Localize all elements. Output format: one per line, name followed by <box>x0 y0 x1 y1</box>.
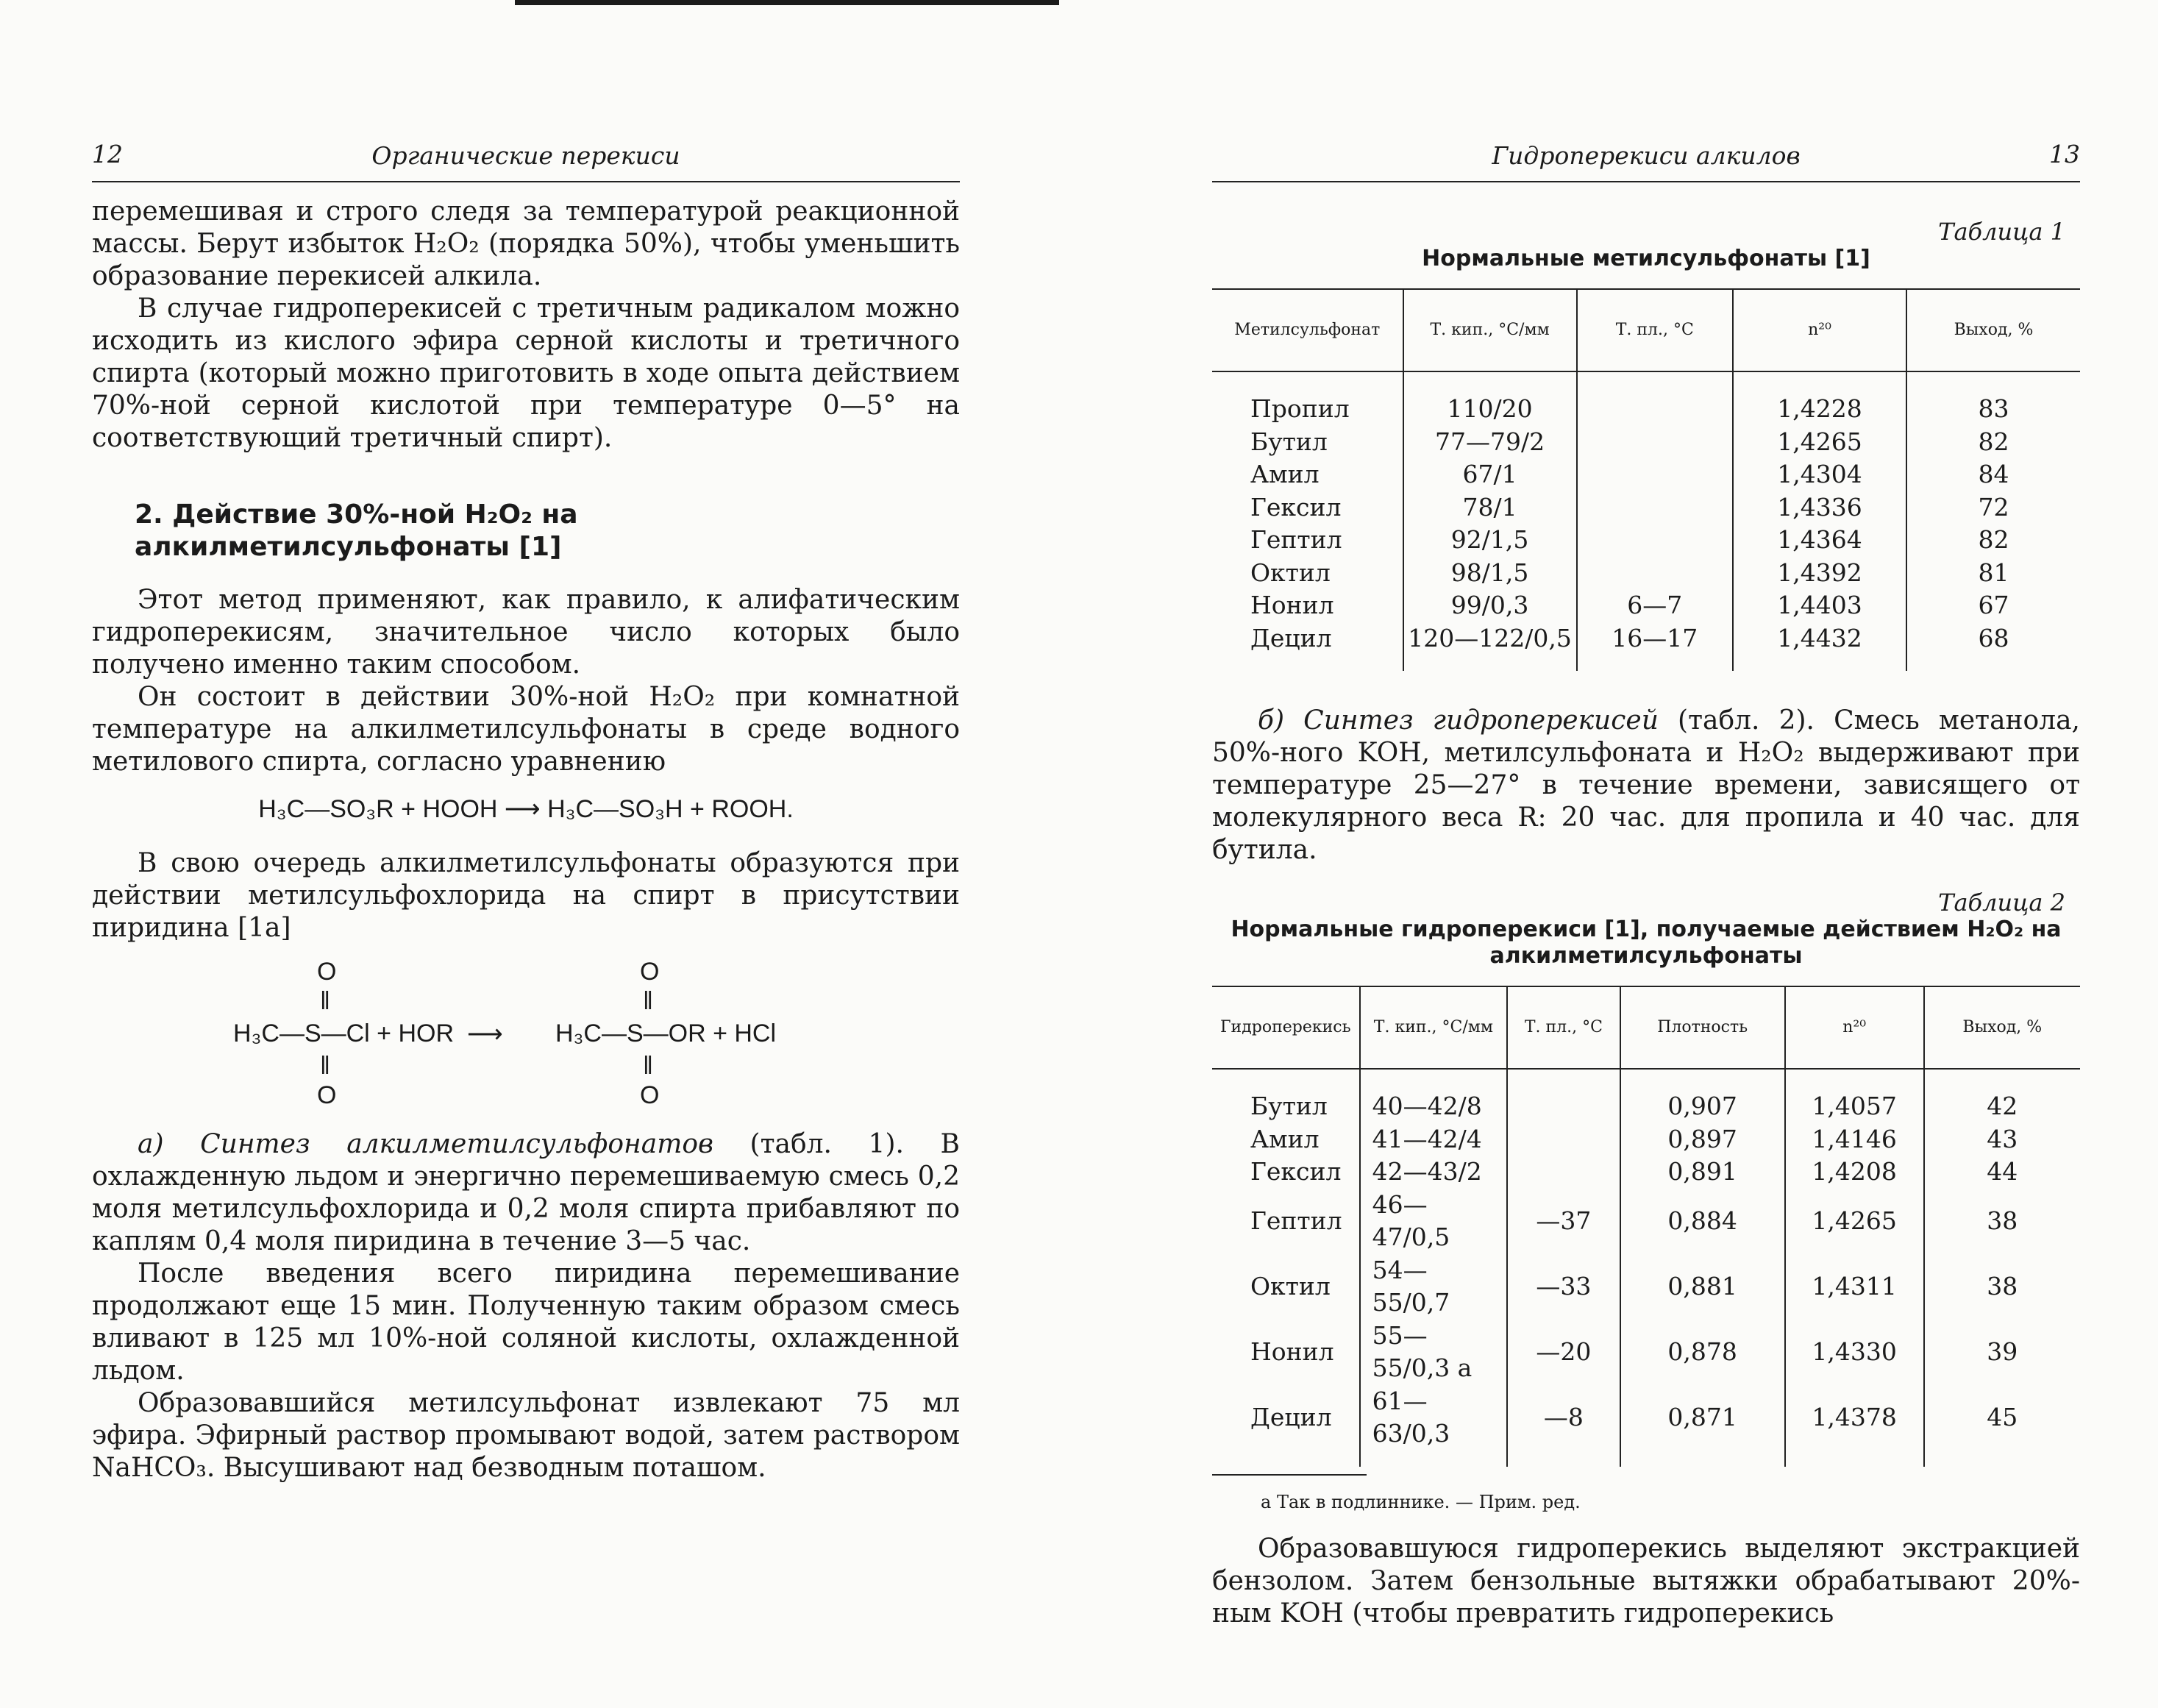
table-cell: 78/1 <box>1403 491 1577 524</box>
oxygen-atom: O <box>317 1081 337 1109</box>
table-row <box>1212 1189 2080 1254</box>
table2-body <box>1212 1069 2080 1467</box>
table-cell: 1,4057 <box>1785 1090 1924 1123</box>
table-spacer-cell <box>1212 1069 1360 1090</box>
table-cell: Гексил <box>1250 1157 1342 1186</box>
table-cell: 83 <box>1906 393 2080 426</box>
table-cell: Децил <box>1250 623 1332 652</box>
table-cell: 16—17 <box>1577 622 1733 655</box>
table-cell: 39 <box>1924 1320 2080 1385</box>
table-spacer-cell <box>1403 655 1577 671</box>
table-cell: 98/1,5 <box>1403 557 1577 590</box>
synthesis-b-text: (табл. 2). Смесь метанола, 50%-ного KOH, метилсульфоната и H₂O₂ выдерживают при температуре 25—27° в течение времени, зависящего от молекулярного веса R: 20 час. для пропила и 40 час. для бутила. <box>1212 705 2080 865</box>
table-cell: Бутил <box>1250 1092 1328 1120</box>
oxygen-atom: O <box>317 958 337 986</box>
table-spacer-cell <box>1507 1451 1620 1467</box>
right-running-header <box>1212 140 2080 182</box>
reactants: H₃C—S—Cl + HOR <box>233 1020 455 1047</box>
table1-title: Нормальные метилсульфонаты [1] <box>1422 246 1870 271</box>
table-spacer-cell <box>1924 1451 2080 1467</box>
table-row <box>1212 1090 2080 1123</box>
table-cell: 1,4364 <box>1733 524 1906 557</box>
paragraph: После введения всего пиридина перемешивание продолжают еще 15 мин. Полученную таким образом смесь вливают в 125 мл 10%-ной соляной кислоты, охлажденной льдом. <box>92 1259 960 1386</box>
table-cell: 81 <box>1906 557 2080 590</box>
left-page <box>92 140 960 1611</box>
table-cell: 1,4304 <box>1733 458 1906 491</box>
table-header: Т. кип., °С/мм <box>1360 986 1508 1069</box>
table-cell: 1,4403 <box>1733 589 1906 622</box>
table-spacer-cell <box>1620 1069 1785 1090</box>
table-cell: 38 <box>1924 1254 2080 1320</box>
table-spacer-row <box>1212 655 2080 671</box>
table-cell: 44 <box>1924 1156 2080 1189</box>
table-row <box>1212 426 2080 459</box>
table-cell: Децил <box>1250 1402 1332 1431</box>
table-cell: Гексил <box>1250 492 1342 522</box>
table-cell: 55—55/0,3 а <box>1360 1320 1508 1385</box>
reaction-arrow: ⟶ <box>467 1020 503 1048</box>
table-cell: 38 <box>1924 1189 2080 1254</box>
structural-formula <box>92 958 960 1120</box>
table1-body <box>1212 371 2080 671</box>
double-bond: ‖ <box>643 1052 654 1080</box>
table-cell: 0,884 <box>1620 1189 1785 1254</box>
table-spacer-cell <box>1924 1069 2080 1090</box>
table-spacer-cell <box>1360 1451 1508 1467</box>
table-row <box>1212 557 2080 590</box>
paragraph: В свою очередь алкилметилсульфонаты образуются при действии метилсульфохлорида на спирт в присутствии пиридина [1а] <box>92 848 960 943</box>
table-spacer-cell <box>1577 655 1733 671</box>
table-spacer-row <box>1212 1069 2080 1090</box>
oxygen-atom: O <box>640 1081 660 1109</box>
table-cell: —33 <box>1507 1254 1620 1320</box>
table-spacer-cell <box>1906 371 2080 393</box>
table-cell: Амил <box>1250 1124 1320 1153</box>
table-cell: 110/20 <box>1403 393 1577 426</box>
table-spacer-cell <box>1906 655 2080 671</box>
table-cell: 1,4311 <box>1785 1254 1924 1320</box>
table-cell: Октил <box>1250 1271 1331 1300</box>
table-cell: 77—79/2 <box>1403 426 1577 459</box>
table-cell: 1,4208 <box>1785 1156 1924 1189</box>
table-cell: Нонил <box>1250 591 1334 619</box>
right-page-number: 13 <box>2049 140 2080 168</box>
table-header: Т. пл., °С <box>1507 986 1620 1069</box>
table-cell: 1,4378 <box>1785 1385 1924 1451</box>
table-cell: 1,4265 <box>1785 1189 1924 1254</box>
table-header: n²⁰ <box>1733 289 1906 371</box>
products: H₃C—S—OR + HCl <box>555 1020 777 1047</box>
table-header: n²⁰ <box>1785 986 1924 1069</box>
table2-title: Нормальные гидроперекиси [1], получаемые действием H₂O₂ на алкилметилсульфонаты <box>1231 917 2062 969</box>
table-header: Т. кип., °С/мм <box>1403 289 1577 371</box>
paragraph <box>92 1128 960 1258</box>
table-row <box>1212 1156 2080 1189</box>
table-cell: 45 <box>1924 1385 2080 1451</box>
table-cell <box>1577 491 1733 524</box>
table-cell <box>1577 393 1733 426</box>
table-cell: 1,4146 <box>1785 1123 1924 1156</box>
table-row <box>1212 622 2080 655</box>
table-row <box>1212 1385 2080 1451</box>
synthesis-b-label: б) Синтез гидроперекисей <box>1258 705 1659 736</box>
double-bond: ‖ <box>320 1052 331 1080</box>
table-cell: 99/0,3 <box>1403 589 1577 622</box>
table-cell <box>1577 458 1733 491</box>
table-spacer-row <box>1212 371 2080 393</box>
table-cell: 1,4265 <box>1733 426 1906 459</box>
left-running-head-title: Органические перекиси <box>371 141 680 170</box>
table-cell: 0,878 <box>1620 1320 1785 1385</box>
paragraph: перемешивая и строго следя за температурой реакционной массы. Берут избыток H₂O₂ (порядка 50%), чтобы уменьшить образование перекисей алкила. <box>92 196 960 291</box>
table-header: Выход, % <box>1924 986 2080 1069</box>
table-cell: 0,897 <box>1620 1123 1785 1156</box>
reaction-equation: H₃C—SO₃R + HOOH ⟶ H₃C—SO₃H + ROOH. <box>258 795 794 823</box>
table-row <box>1212 458 2080 491</box>
table-header: Гидроперекись <box>1212 986 1360 1069</box>
table-cell: 0,871 <box>1620 1385 1785 1451</box>
table-cell: 6—7 <box>1577 589 1733 622</box>
left-running-header <box>92 140 960 182</box>
table-row <box>1212 1320 2080 1385</box>
table-cell: 1,4336 <box>1733 491 1906 524</box>
top-scan-edge <box>515 0 1059 5</box>
table-spacer-cell <box>1360 1069 1508 1090</box>
paragraph: Образовавшийся метилсульфонат извлекают 75 мл эфира. Эфирный раствор промывают водой, затем раствором NaHCO₃. Высушивают над безводным поташом. <box>92 1388 960 1483</box>
table-cell: 82 <box>1906 524 2080 557</box>
table-row <box>1212 491 2080 524</box>
table-cell <box>1507 1123 1620 1156</box>
table-cell <box>1577 557 1733 590</box>
table1 <box>1212 288 2080 671</box>
synthesis-a-text: (табл. 1). В охлажденную льдом и энергично перемешиваемую смесь 0,2 моля метилсульфохлорида и 0,2 моля спирта прибавляют по каплям 0,4 моля пиридина в течение 3—5 час. <box>92 1129 960 1256</box>
table-cell: 67/1 <box>1403 458 1577 491</box>
table-cell: Бутил <box>1250 427 1328 456</box>
table-spacer-cell <box>1212 1451 1360 1467</box>
table-cell: 61—63/0,3 <box>1360 1385 1508 1451</box>
table-cell: 0,891 <box>1620 1156 1785 1189</box>
table-cell: 42 <box>1924 1090 2080 1123</box>
paragraph: Он состоит в действии 30%-ной H₂O₂ при комнатной температуре на алкилметилсульфонаты в среде водного метилового спирта, согласно уравнению <box>92 682 960 777</box>
table-cell: 120—122/0,5 <box>1403 622 1577 655</box>
table-row <box>1212 1123 2080 1156</box>
synthesis-a-label: а) Синтез алкилметилсульфонатов <box>138 1129 713 1159</box>
table-cell: 46—47/0,5 <box>1360 1189 1508 1254</box>
table-spacer-cell <box>1577 371 1733 393</box>
table-cell: 1,4330 <box>1785 1320 1924 1385</box>
table-cell: 1,4392 <box>1733 557 1906 590</box>
table-spacer-cell <box>1733 655 1906 671</box>
table-header: Выход, % <box>1906 289 2080 371</box>
table-cell: 43 <box>1924 1123 2080 1156</box>
table-header: Метилсульфонат <box>1212 289 1403 371</box>
table-spacer-cell <box>1212 655 1403 671</box>
table-spacer-cell <box>1785 1451 1924 1467</box>
table-spacer-cell <box>1733 371 1906 393</box>
table-cell: Гептил <box>1250 525 1342 554</box>
table-cell: 0,881 <box>1620 1254 1785 1320</box>
table-cell <box>1507 1090 1620 1123</box>
table2-caption: Таблица 2 <box>1938 889 2065 917</box>
table-row <box>1212 589 2080 622</box>
right-page <box>1212 140 2080 1629</box>
table2-footnote: а Так в подлиннике. — Прим. ред. <box>1261 1491 1581 1512</box>
table-spacer-cell <box>1620 1451 1785 1467</box>
table-cell: 42—43/2 <box>1360 1156 1508 1189</box>
table-cell: Пропил <box>1250 394 1350 423</box>
table-cell: Гептил <box>1250 1206 1342 1235</box>
table-cell: 82 <box>1906 426 2080 459</box>
table-cell: 0,907 <box>1620 1090 1785 1123</box>
table-spacer-cell <box>1785 1069 1924 1090</box>
table-row <box>1212 393 2080 426</box>
right-running-head-title: Гидроперекиси алкилов <box>1492 141 1801 170</box>
table-spacer-cell <box>1403 371 1577 393</box>
table2 <box>1212 986 2080 1467</box>
paragraph: Образовавшуюся гидроперекись выделяют экстракцией бензолом. Затем бензольные вытяжки обрабатывают 20%-ным KOH (чтобы превратить гидроперекись <box>1212 1533 2080 1629</box>
table-cell: 72 <box>1906 491 2080 524</box>
table-header: Плотность <box>1620 986 1785 1069</box>
table-cell: 67 <box>1906 589 2080 622</box>
table-cell <box>1577 426 1733 459</box>
table-cell: Амил <box>1250 460 1320 488</box>
table-row <box>1212 1254 2080 1320</box>
paragraph <box>1212 705 2080 867</box>
oxygen-atom: O <box>640 958 660 986</box>
table-spacer-row <box>1212 1451 2080 1467</box>
table-cell: —37 <box>1507 1189 1620 1254</box>
left-page-number: 12 <box>92 140 123 168</box>
table-cell: 54—55/0,7 <box>1360 1254 1508 1320</box>
table-cell: 84 <box>1906 458 2080 491</box>
double-bond: ‖ <box>643 987 654 1015</box>
table-cell <box>1577 524 1733 557</box>
table-cell: 1,4432 <box>1733 622 1906 655</box>
table-spacer-cell <box>1212 371 1403 393</box>
table-cell: 41—42/4 <box>1360 1123 1508 1156</box>
footnote-rule <box>1212 1474 1367 1476</box>
table-cell: 92/1,5 <box>1403 524 1577 557</box>
table1-caption: Таблица 1 <box>1938 218 2065 246</box>
table-cell <box>1507 1156 1620 1189</box>
section-heading: 2. Действие 30%-ной H₂O₂ на алкилметилсульфонаты [1] <box>135 499 578 562</box>
table-cell: Нонил <box>1250 1337 1334 1366</box>
table-spacer-cell <box>1507 1069 1620 1090</box>
table-header: Т. пл., °С <box>1577 289 1733 371</box>
table-cell: 40—42/8 <box>1360 1090 1508 1123</box>
double-bond: ‖ <box>320 987 331 1015</box>
table-cell: 68 <box>1906 622 2080 655</box>
table-cell: Октил <box>1250 558 1331 587</box>
paragraph: Этот метод применяют, как правило, к алифатическим гидроперекисям, значительное число которых было получено именно таким способом. <box>92 585 960 680</box>
table-cell: —8 <box>1507 1385 1620 1451</box>
table-row <box>1212 524 2080 557</box>
table-cell: —20 <box>1507 1320 1620 1385</box>
paragraph: В случае гидроперекисей с третичным радикалом можно исходить из кислого эфира серной кислоты и третичного спирта (который можно приготовить в ходе опыта действием 70%-ной серной кислотой при температуре 0—5° на соответствующий третичный спирт). <box>92 293 960 453</box>
table-cell: 1,4228 <box>1733 393 1906 426</box>
